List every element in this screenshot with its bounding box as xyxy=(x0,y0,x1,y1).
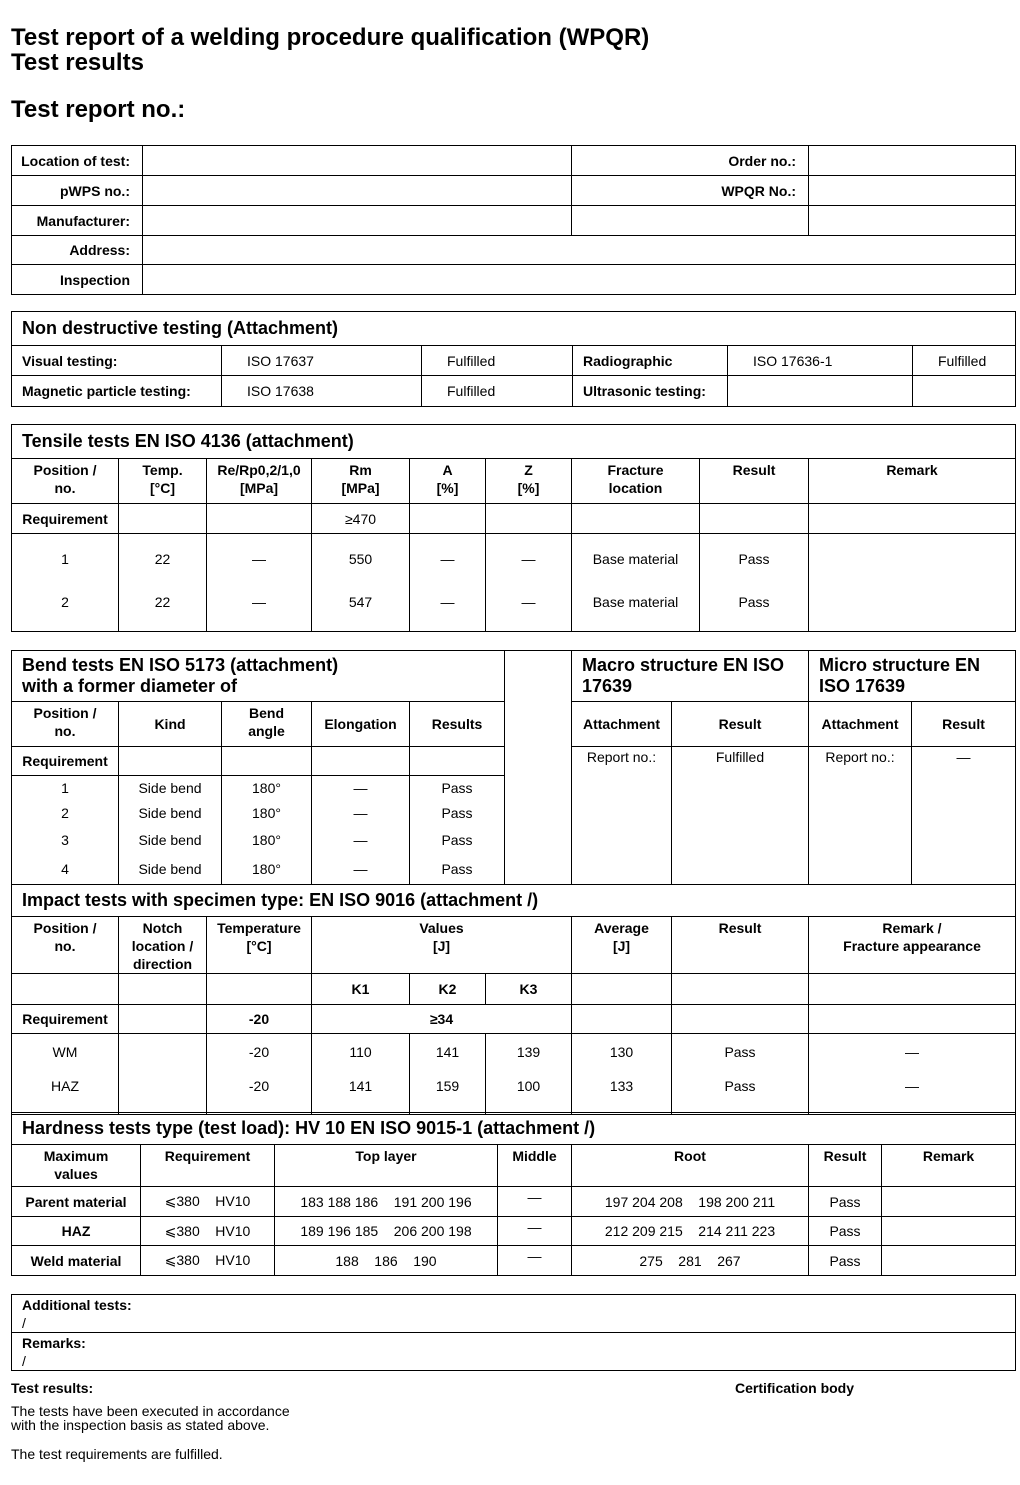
table-cell: Base material xyxy=(572,534,700,585)
table-cell: Pass xyxy=(809,1217,882,1246)
visual-result: Fulfilled xyxy=(422,346,573,376)
table-cell: Pass xyxy=(809,1246,882,1276)
spacer-cell xyxy=(505,651,572,885)
table-row xyxy=(12,1246,1016,1276)
table-cell xyxy=(119,747,222,776)
hardness-header: Result xyxy=(809,1145,882,1187)
order-field[interactable] xyxy=(809,146,1016,176)
table-cell xyxy=(207,974,312,1005)
tensile-header: Remark xyxy=(809,459,1016,504)
table-cell xyxy=(119,1034,207,1071)
table-cell: 275 281 267 xyxy=(572,1246,809,1276)
table-cell: 1 xyxy=(12,534,119,585)
table-cell xyxy=(312,747,410,776)
tensile-header: Re/Rp0,2/1,0 [MPa] xyxy=(207,459,312,504)
table-cell: 212 209 215 214 211 223 xyxy=(572,1217,809,1246)
wpqr-label: WPQR No.: xyxy=(572,176,809,206)
hardness-header: Requirement xyxy=(141,1145,275,1187)
table-cell: 189 196 185 206 200 198 xyxy=(275,1217,498,1246)
ndt-table xyxy=(11,311,1016,407)
table-cell xyxy=(207,504,312,534)
report-no-label: Test report no.: xyxy=(11,96,186,123)
table-row xyxy=(12,585,1016,632)
table-cell: Pass xyxy=(410,827,505,854)
table-cell: Pass xyxy=(410,776,505,800)
table-cell: — xyxy=(498,1246,572,1276)
table-cell xyxy=(410,504,486,534)
bend-macro-micro-table xyxy=(11,650,1016,885)
table-cell: 547 xyxy=(312,585,410,632)
table-cell: Pass xyxy=(410,854,505,885)
impact-table xyxy=(11,884,1016,1115)
hardness-title: Hardness tests type (test load): HV 10 EN ISO 9015-1 (attachment /) xyxy=(12,1113,1016,1145)
tensile-header: Result xyxy=(700,459,809,504)
hardness-header: Top layer xyxy=(275,1145,498,1187)
table-cell: 100 xyxy=(486,1071,572,1115)
table-cell: 1 xyxy=(12,776,119,800)
table-cell: Pass xyxy=(672,1071,809,1115)
statement-line-2: with the inspection basis as stated above. xyxy=(11,1417,270,1433)
impact-subheader: K1 xyxy=(312,974,410,1005)
table-cell xyxy=(809,1005,1016,1034)
table-cell: — xyxy=(207,585,312,632)
table-cell: Pass xyxy=(700,534,809,585)
table-cell: 180° xyxy=(222,854,312,885)
manufacturer-label: Manufacturer: xyxy=(12,206,143,236)
table-cell: 141 xyxy=(312,1071,410,1115)
bend-header: Bend angle xyxy=(222,702,312,747)
order-label: Order no.: xyxy=(572,146,809,176)
hardness-header: Maximum values xyxy=(12,1145,141,1187)
ndt-title: Non destructive testing (Attachment) xyxy=(12,312,1016,346)
additional-label: Additional tests: xyxy=(22,1296,132,1313)
impact-header: Values [J] xyxy=(312,917,572,974)
impact-requirement-temp: -20 xyxy=(207,1005,312,1034)
table-cell: Pass xyxy=(672,1034,809,1071)
impact-header: Average [J] xyxy=(572,917,672,974)
table-cell: Side bend xyxy=(119,854,222,885)
table-cell: — xyxy=(498,1217,572,1246)
table-cell xyxy=(809,534,1016,585)
table-cell: ⩽380 HV10 xyxy=(141,1187,275,1217)
table-cell xyxy=(119,504,207,534)
table-cell: 139 xyxy=(486,1034,572,1071)
bend-header: Elongation xyxy=(312,702,410,747)
remarks-label: Remarks: xyxy=(22,1334,86,1351)
hardness-table xyxy=(11,1112,1016,1276)
table-cell: 3 xyxy=(12,827,119,854)
table-cell xyxy=(882,1187,1016,1217)
macro-attachment-label: Attachment xyxy=(572,702,672,747)
table-cell: HAZ xyxy=(12,1217,141,1246)
radiographic-result: Fulfilled xyxy=(913,346,1016,376)
table-cell: 180° xyxy=(222,827,312,854)
ultrasonic-result[interactable] xyxy=(913,376,1016,407)
hardness-header: Root xyxy=(572,1145,809,1187)
inspection-label: Inspection xyxy=(12,265,143,295)
table-cell xyxy=(119,1071,207,1115)
radiographic-label: Radiographic xyxy=(573,346,728,376)
table-cell: 2 xyxy=(12,585,119,632)
table-cell: — xyxy=(312,776,410,800)
table-cell: — xyxy=(410,585,486,632)
additional-table xyxy=(11,1294,1016,1371)
table-cell xyxy=(809,504,1016,534)
table-cell: — xyxy=(498,1187,572,1217)
table-cell: -20 xyxy=(207,1034,312,1071)
inspection-field[interactable] xyxy=(143,265,1016,295)
bend-header: Results xyxy=(410,702,505,747)
impact-requirement-label: Requirement xyxy=(12,1005,119,1034)
table-cell: 22 xyxy=(119,585,207,632)
macro-result-value: Fulfilled xyxy=(672,747,809,885)
pwps-field[interactable] xyxy=(143,176,572,206)
location-field[interactable] xyxy=(143,146,572,176)
table-cell xyxy=(486,504,572,534)
impact-header: Result xyxy=(672,917,809,974)
remarks-value: / xyxy=(22,1352,26,1369)
table-cell: Base material xyxy=(572,585,700,632)
table-cell xyxy=(809,974,1016,1005)
table-cell xyxy=(222,747,312,776)
micro-result-label: Result xyxy=(912,702,1016,747)
tensile-table xyxy=(11,424,1016,632)
table-cell: Pass xyxy=(410,800,505,827)
tensile-requirement-label: Requirement xyxy=(12,504,119,534)
statement-line-3: The test requirements are fulfilled. xyxy=(11,1446,223,1462)
address-field[interactable] xyxy=(143,236,1016,265)
table-cell xyxy=(672,974,809,1005)
macro-attachment-value: Report no.: xyxy=(572,747,672,885)
manufacturer-field[interactable] xyxy=(143,206,572,236)
table-cell xyxy=(572,974,672,1005)
manufacturer-extra-field-2[interactable] xyxy=(809,206,1016,236)
table-cell: 133 xyxy=(572,1071,672,1115)
table-cell xyxy=(700,504,809,534)
table-cell: — xyxy=(809,1071,1016,1115)
visual-std: ISO 17637 xyxy=(222,346,422,376)
table-cell: Side bend xyxy=(119,776,222,800)
bend-requirement-label: Requirement xyxy=(12,747,119,776)
tensile-header: Temp. [°C] xyxy=(119,459,207,504)
additional-cell[interactable] xyxy=(12,1295,1016,1333)
table-cell: 197 204 208 198 200 211 xyxy=(572,1187,809,1217)
table-cell: Parent material xyxy=(12,1187,141,1217)
info-table xyxy=(11,145,1016,295)
table-row xyxy=(12,1071,1016,1115)
impact-header: Position / no. xyxy=(12,917,119,974)
tensile-title: Tensile tests EN ISO 4136 (attachment) xyxy=(12,425,1016,459)
table-cell: 550 xyxy=(312,534,410,585)
micro-attachment-label: Attachment xyxy=(809,702,912,747)
table-cell: — xyxy=(312,854,410,885)
page-subtitle: Test results xyxy=(11,49,144,76)
table-cell: 2 xyxy=(12,800,119,827)
table-row xyxy=(12,534,1016,585)
tensile-header: Rm [MPa] xyxy=(312,459,410,504)
table-cell: 130 xyxy=(572,1034,672,1071)
impact-subheader: K3 xyxy=(486,974,572,1005)
table-cell: WM xyxy=(12,1034,119,1071)
tensile-header: Position / no. xyxy=(12,459,119,504)
tensile-header: Fracture location xyxy=(572,459,700,504)
impact-requirement-values: ≥34 xyxy=(312,1005,572,1034)
table-cell: — xyxy=(410,534,486,585)
macro-title: Macro structure EN ISO 17639 xyxy=(572,651,809,702)
table-cell: ⩽380 HV10 xyxy=(141,1246,275,1276)
impact-title: Impact tests with specimen type: EN ISO 9016 (attachment /) xyxy=(12,885,1016,917)
table-cell xyxy=(410,747,505,776)
impact-subheader: K2 xyxy=(410,974,486,1005)
micro-title: Micro structure EN ISO 17639 xyxy=(809,651,1016,702)
bend-header: Position / no. xyxy=(12,702,119,747)
impact-header: Temperature [°C] xyxy=(207,917,312,974)
ultrasonic-std[interactable] xyxy=(728,376,913,407)
table-cell: HAZ xyxy=(12,1071,119,1115)
hardness-header: Middle xyxy=(498,1145,572,1187)
additional-value: / xyxy=(22,1314,26,1331)
wpqr-field[interactable] xyxy=(809,176,1016,206)
impact-header: Remark / Fracture appearance xyxy=(809,917,1016,974)
table-cell: -20 xyxy=(207,1071,312,1115)
table-cell: — xyxy=(809,1034,1016,1071)
table-cell: 22 xyxy=(119,534,207,585)
ultrasonic-label: Ultrasonic testing: xyxy=(573,376,728,407)
table-cell: Side bend xyxy=(119,827,222,854)
table-cell xyxy=(882,1217,1016,1246)
location-label: Location of test: xyxy=(12,146,143,176)
table-cell xyxy=(119,974,207,1005)
table-cell: 180° xyxy=(222,800,312,827)
table-cell xyxy=(809,585,1016,632)
table-cell: 180° xyxy=(222,776,312,800)
table-row xyxy=(12,1187,1016,1217)
table-cell: ⩽380 HV10 xyxy=(141,1217,275,1246)
radiographic-std: ISO 17636-1 xyxy=(728,346,913,376)
table-cell: — xyxy=(207,534,312,585)
magnetic-result: Fulfilled xyxy=(422,376,573,407)
page-title: Test report of a welding procedure qualification (WPQR) xyxy=(11,24,650,51)
table-row xyxy=(12,1217,1016,1246)
table-cell: 183 188 186 191 200 196 xyxy=(275,1187,498,1217)
table-cell: 188 186 190 xyxy=(275,1246,498,1276)
table-cell xyxy=(119,1005,207,1034)
statement-line-1: The tests have been executed in accordance xyxy=(11,1403,290,1419)
macro-result-label: Result xyxy=(672,702,809,747)
magnetic-std: ISO 17638 xyxy=(222,376,422,407)
table-row xyxy=(12,1034,1016,1071)
table-cell: — xyxy=(486,534,572,585)
table-cell xyxy=(572,504,700,534)
visual-label: Visual testing: xyxy=(12,346,222,376)
table-cell: 159 xyxy=(410,1071,486,1115)
bend-header: Kind xyxy=(119,702,222,747)
impact-header: Notch location / direction xyxy=(119,917,207,974)
table-cell: 4 xyxy=(12,854,119,885)
table-cell: Pass xyxy=(809,1187,882,1217)
table-cell: Side bend xyxy=(119,800,222,827)
tensile-requirement-rm: ≥470 xyxy=(312,504,410,534)
table-cell: — xyxy=(312,800,410,827)
table-cell: 141 xyxy=(410,1034,486,1071)
bend-title: Bend tests EN ISO 5173 (attachment) with a former diameter of xyxy=(12,651,505,702)
tensile-header: Z [%] xyxy=(486,459,572,504)
table-cell xyxy=(672,1005,809,1034)
table-cell xyxy=(12,974,119,1005)
micro-result-value: — xyxy=(912,747,1016,885)
table-cell: — xyxy=(486,585,572,632)
table-cell xyxy=(882,1246,1016,1276)
micro-attachment-value: Report no.: xyxy=(809,747,912,885)
certification-label: Certification body xyxy=(735,1380,855,1396)
table-cell xyxy=(572,1005,672,1034)
address-label: Address: xyxy=(12,236,143,265)
remarks-cell[interactable] xyxy=(12,1333,1016,1371)
pwps-label: pWPS no.: xyxy=(12,176,143,206)
manufacturer-extra-field[interactable] xyxy=(572,206,809,236)
table-cell: Pass xyxy=(700,585,809,632)
test-results-label: Test results: xyxy=(11,1380,94,1396)
tensile-header: A [%] xyxy=(410,459,486,504)
table-cell: — xyxy=(312,827,410,854)
table-cell: 110 xyxy=(312,1034,410,1071)
magnetic-label: Magnetic particle testing: xyxy=(12,376,222,407)
hardness-header: Remark xyxy=(882,1145,1016,1187)
table-cell: Weld material xyxy=(12,1246,141,1276)
